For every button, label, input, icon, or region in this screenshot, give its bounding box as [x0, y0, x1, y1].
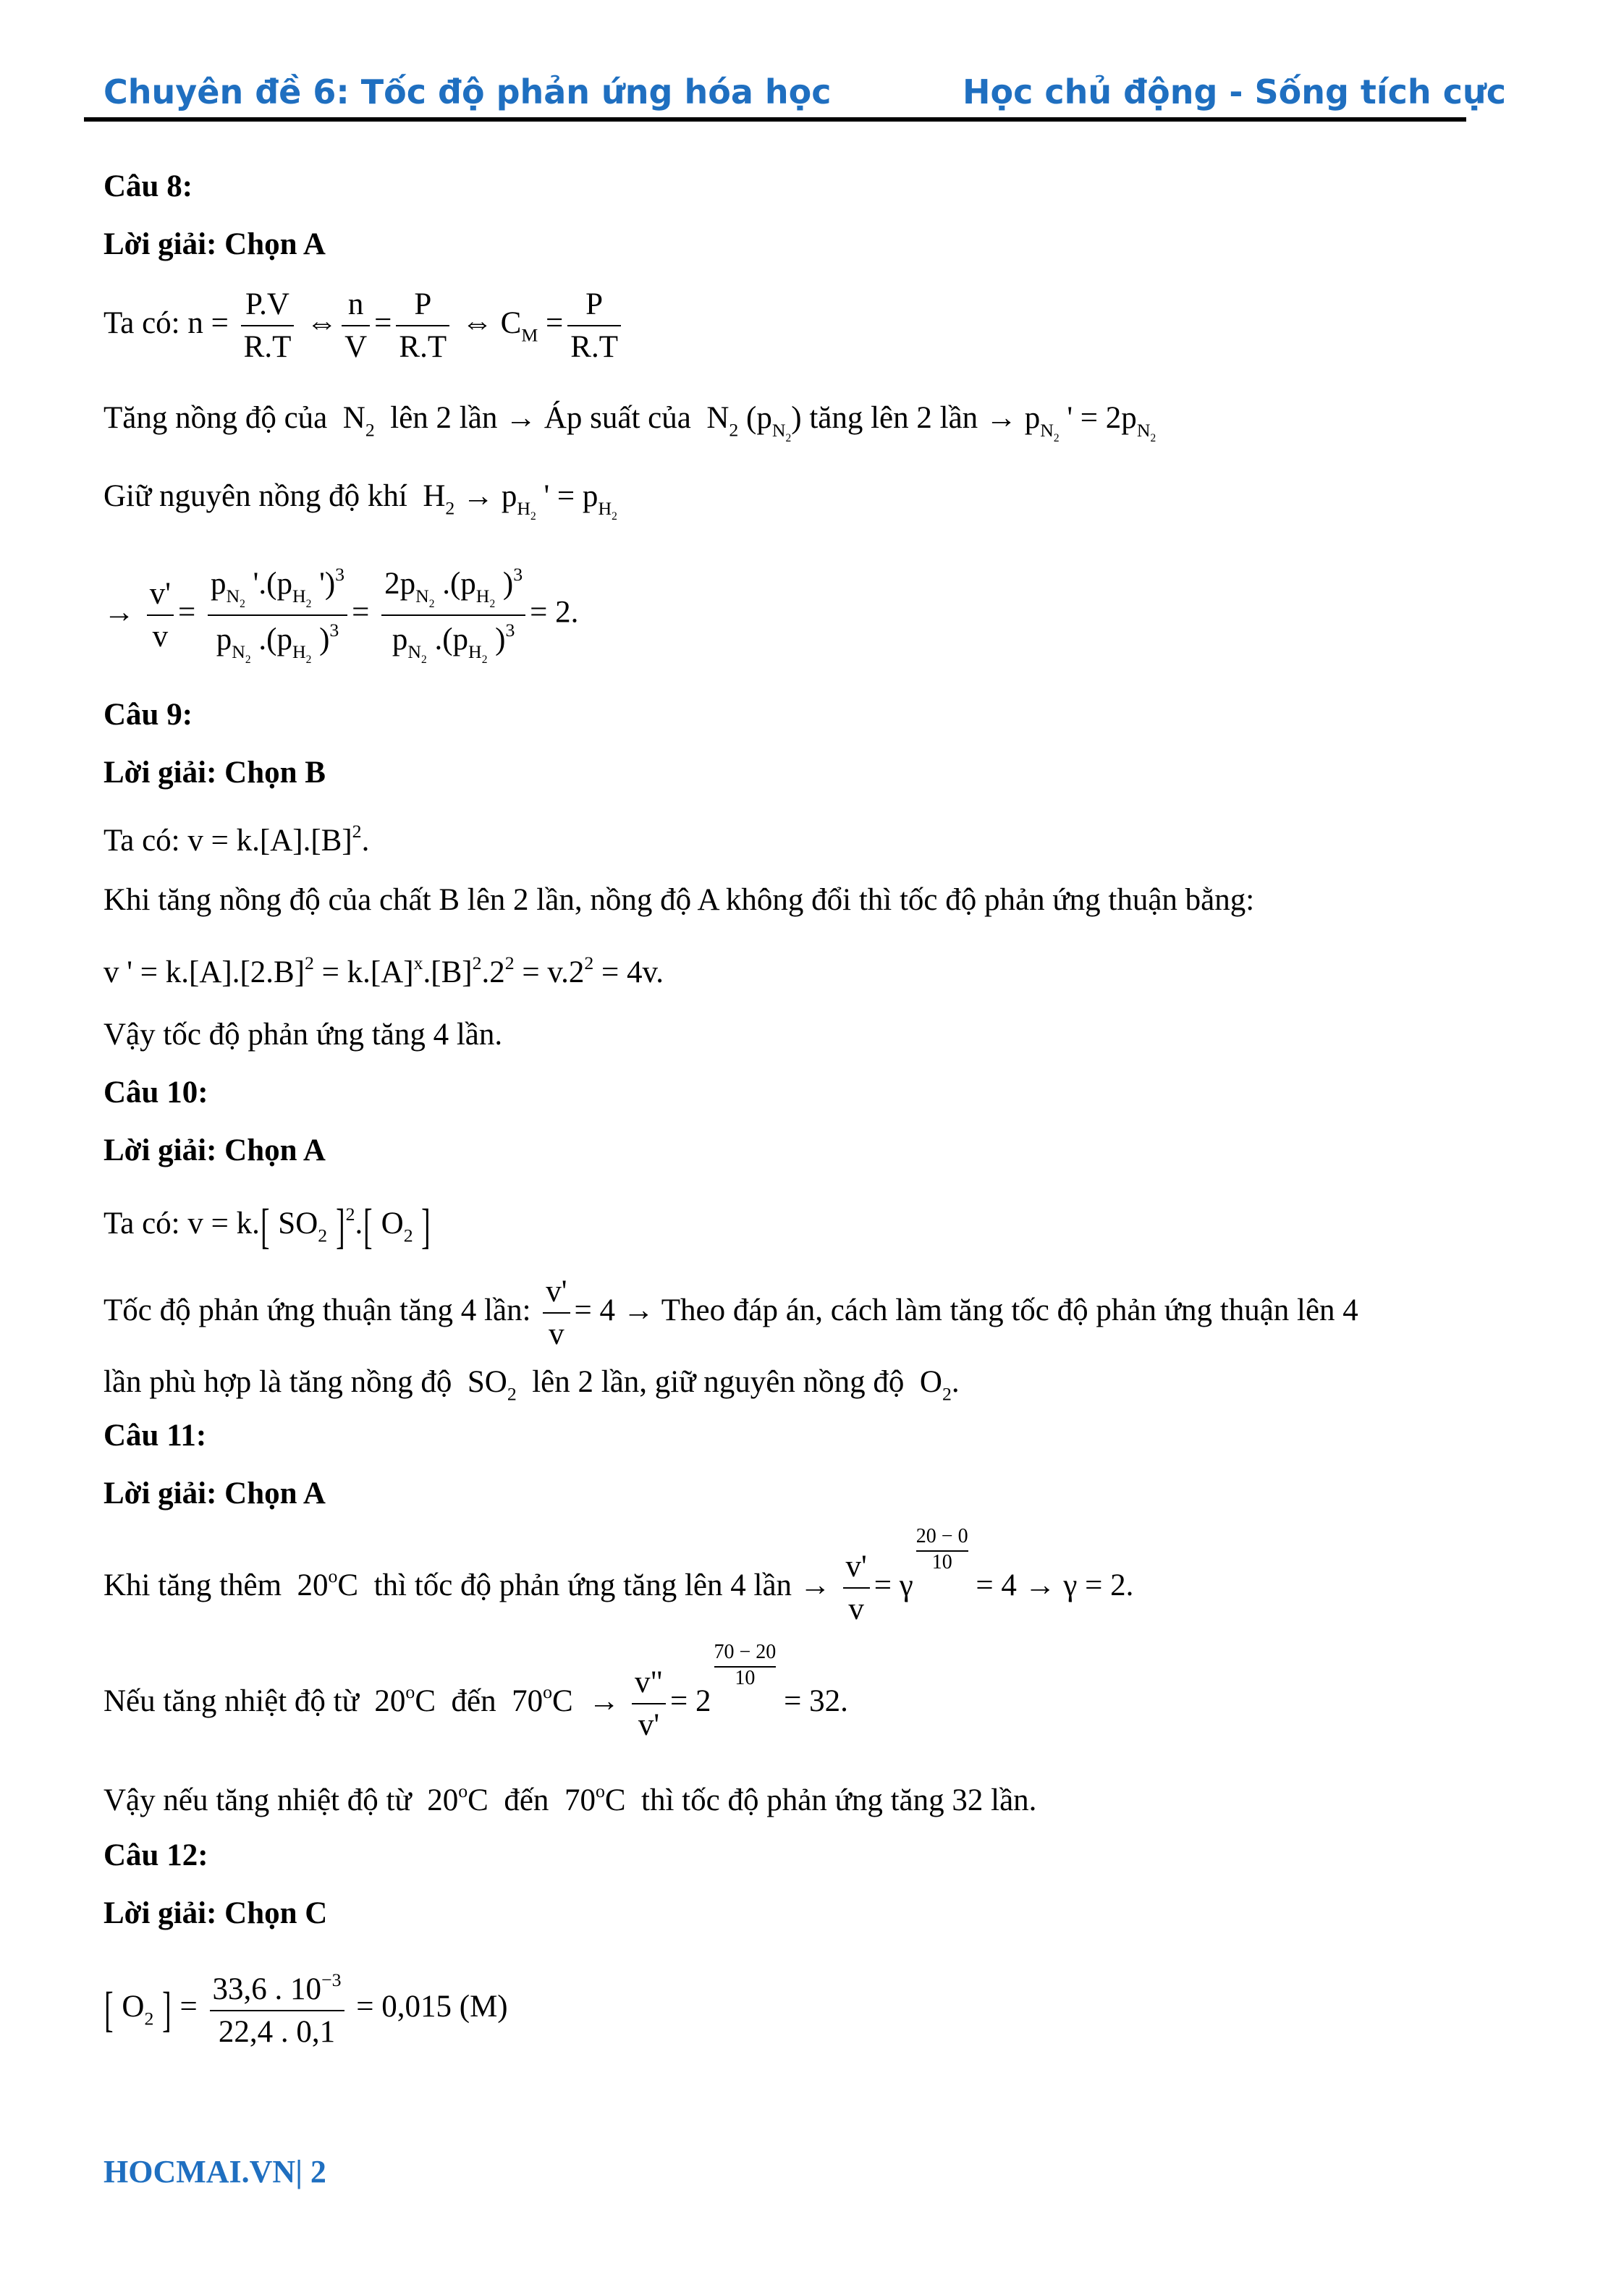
q11-l1b-text: thì tốc độ phản ứng tăng lên 4 lần	[373, 1568, 792, 1603]
q9-title: Câu 9:	[103, 698, 193, 732]
q12-numerator: 33,6 . 10	[212, 1972, 322, 2007]
q11-answer: Lời giải: Chọn A	[103, 1476, 326, 1510]
q10-line-conclusion: lần phù hợp là tăng nồng độ $SO_2$ lên 2 lần, giữ nguyên nồng độ $O_2$.	[103, 1365, 960, 1405]
q12-concentration: [ $O_2$ ] = $\frac{33,6 . 10^{-3}}{22,4 . 0,1}$ = 0,015 (M)	[104, 1969, 508, 2050]
q8-ratio-formula: → $\frac{v'}{v}$ = $\frac{p_{N_2} '.(p_{H_2} ')^3}{p_{N_2} .(p_{H_2} )^3}$ = $\frac{2p_{N_2} .(p_{H_2} )^3}{p_{N_2} .(p_{H_2} )^3}$ = 2.	[103, 564, 579, 666]
q8-lead: Ta có: n =	[103, 306, 229, 341]
q10-l1-text: Ta có: v = k.	[103, 1206, 260, 1241]
q12-denominator: 22,4 . 0,1	[218, 2015, 336, 2050]
q9-conclusion: Vậy tốc độ phản ứng tăng 4 lần.	[103, 1018, 503, 1052]
q10-answer: Lời giải: Chọn A	[103, 1133, 326, 1167]
q10-rate-law: Ta có: v = k.[ $SO_2$ ]$^2$.[ $O_2$ ]	[103, 1199, 431, 1254]
q10-l2a-text: Tốc độ phản ứng thuận tăng 4 lần:	[103, 1293, 531, 1328]
q9-l1-text: Ta có: v = k.[A].[B]	[103, 824, 352, 858]
q9-calculation: v ' = $k.[A].[2.B]^2 = k.[A]^x.[B]^2.2^2 = v.2^2 = 4v$.	[103, 952, 664, 990]
q9-description: Khi tăng nồng độ của chất B lên 2 lần, nồng độ A không đổi thì tốc độ phản ứng thuận bằng:	[103, 883, 1255, 917]
footer-page-label: HOCMAI.VN| 2	[103, 2154, 326, 2189]
q11-l3b-text: đến	[504, 1783, 549, 1818]
q11-conclusion: Vậy nếu tăng nhiệt độ từ 20$^o$C đến 70$^o$C thì tốc độ phản ứng tăng 32 lần.	[103, 1780, 1037, 1818]
q11-l1a-text: Khi tăng thêm	[103, 1568, 282, 1603]
q11-line-calc: Nếu tăng nhiệt độ từ 20$^o$C đến 70$^o$C → $\frac{v"}{v'}$ = 2 $\frac{70 - 20}{10}$ = 32.	[103, 1641, 848, 1743]
q8-l3-text: Giữ nguyên nồng độ khí	[103, 479, 407, 513]
q12-answer: Lời giải: Chọn C	[103, 1896, 328, 1930]
q8-line-h2: Giữ nguyên nồng độ khí $H_2 \to p_{H_2}$ ' = $p_{H_2}$	[103, 479, 617, 523]
q11-l2b-text: đến	[451, 1684, 496, 1719]
q8-title: Câu 8:	[103, 169, 193, 203]
q8-l2c-text: Áp suất của	[544, 401, 691, 435]
q10-l3a-text: lần phù hợp là tăng nồng độ	[103, 1365, 452, 1399]
q11-l3c-text: thì tốc độ phản ứng tăng 32 lần.	[641, 1783, 1037, 1818]
q12-result: = 0,015 (M)	[356, 1990, 508, 2024]
q11-title: Câu 11:	[103, 1419, 207, 1453]
q11-l2a-text: Nếu tăng nhiệt độ từ	[103, 1684, 359, 1719]
q9-rate-law: Ta có: $v = k.[A].[B]^2$.	[103, 821, 370, 858]
header-divider	[84, 117, 1466, 122]
q8-formula-pv: Ta có: n = $\frac{P.V}{R.T}$ ⇔ $\frac{n}{V}$ = $\frac{P}{R.T}$ ⇔ $C_M$ = $\frac{P}{R.T}$	[103, 288, 625, 363]
q8-line-n2: Tăng nồng độ của $N_2$ lên 2 lần → Áp suất của $N_2$ $(p_{N_2})$ tăng lên 2 lần → $p_{N_2}$ ' = $2p_{N_2}$	[103, 401, 1156, 444]
q12-title: Câu 12:	[103, 1838, 208, 1872]
q11-l3a-text: Vậy nếu tăng nhiệt độ từ	[103, 1783, 412, 1818]
header-right-slogan: Học chủ động - Sống tích cực	[963, 72, 1506, 111]
q10-line-ratio: Tốc độ phản ứng thuận tăng 4 lần: $\frac{v'}{v}$ = 4 → Theo đáp án, cách làm tăng tốc độ phản ứng thuận lên 4	[103, 1275, 1358, 1352]
q10-l2b-text: Theo đáp án, cách làm tăng tốc độ phản ứng thuận lên 4	[661, 1293, 1358, 1328]
q11-line-gamma: Khi tăng thêm 20$^o$C thì tốc độ phản ứng tăng lên 4 lần → $\frac{v'}{v}$ = γ $\frac{20 - 0}{10}$ = 4 → γ = 2.	[103, 1525, 1134, 1627]
q10-l3b-text: lên 2 lần, giữ nguyên nồng độ	[532, 1365, 905, 1399]
q9-answer: Lời giải: Chọn B	[103, 756, 326, 790]
q8-l2d-text: tăng lên 2 lần	[809, 401, 978, 435]
q8-answer: Lời giải: Chọn A	[103, 227, 326, 261]
header-left-title: Chuyên đề 6: Tốc độ phản ứng hóa học	[103, 72, 832, 111]
q8-l2-text: Tăng nồng độ của	[103, 401, 328, 435]
q8-l2b-text: lên 2 lần	[390, 401, 498, 435]
q10-title: Câu 10:	[103, 1076, 208, 1110]
